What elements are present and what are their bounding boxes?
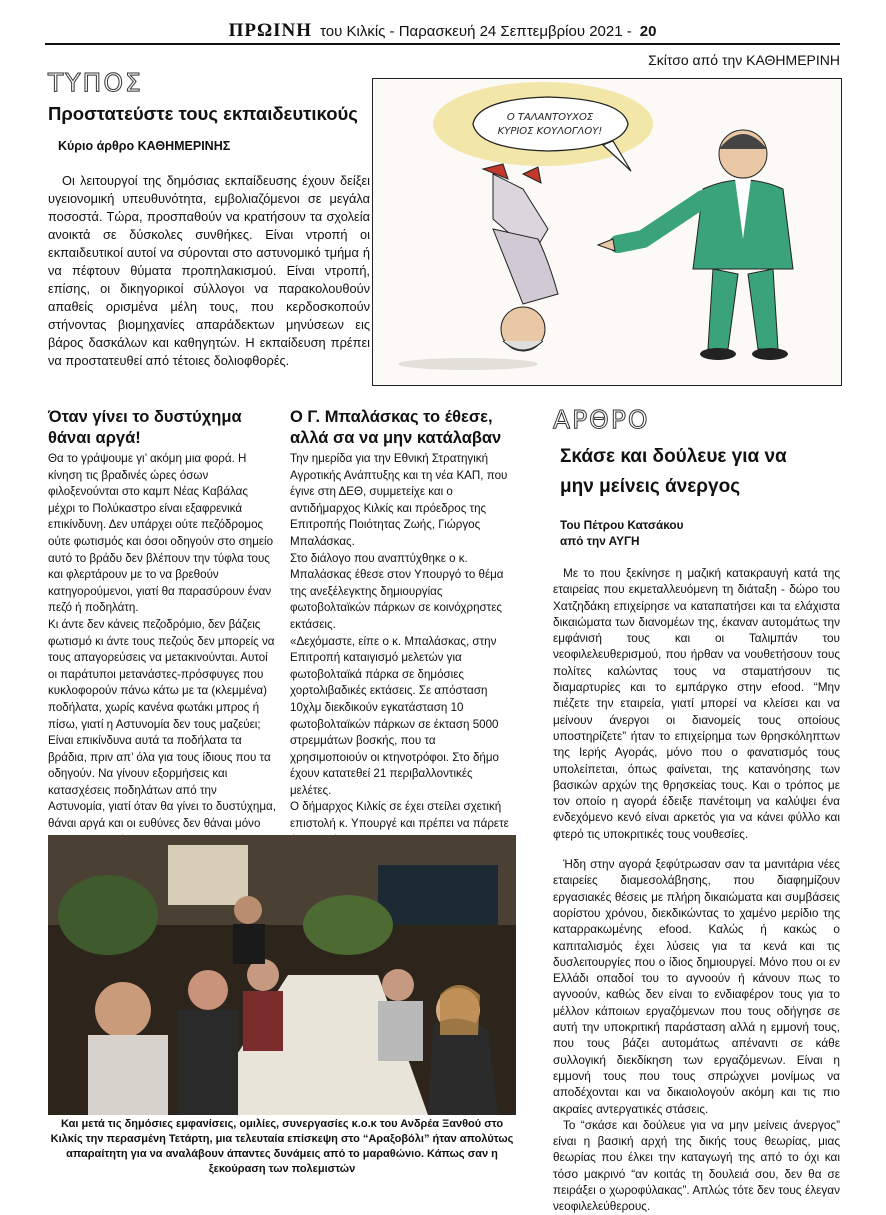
masthead-dateline: του Κιλκίς - Παρασκευή 24 Σεπτεμβρίου 2021 - — [320, 22, 632, 40]
masthead — [45, 20, 840, 42]
editorial-body: Οι λειτουργοί της δημόσιας εκπαίδευσης έχουν δείξει υγειονομική υπευθυνότητα, εμβολιαζόμενοι σε μεγάλα ποσοστά. Τώρα, προσπαθούν να κρατήσουν τα σχολεία ανοικτά σε δύσκολες συνθήκες. Είναι ντροπή οι εκπαιδευτικοί αυτοί να σύρονται στο αστυνομικό τμήμα ή να πέφτουν θύματα προπηλακισμού. Είναι ντροπή, επίσης, οι δικηγορικοί σύλλογοι να παρακολουθούν απαθείς ορισμένα μέλη τους, που κερδοσκοπούν στήνοντας βιομηχανίες απαράδεκτων μηνύσεων εις βάρος δασκάλων και καθηγητών. Η εκπαίδευση πρέπει να προστατευθεί από τέτοιες δολιοφθορές. — [48, 173, 370, 368]
article-body — [553, 565, 840, 1215]
column1-paragraph: Θα το γράψουμε γι’ ακόμη μια φορά. Η κίνηση τις βραδινές ώρες όσων φιλοξενούνται στο καμπ Νέας Καβάλας μέχρι το Πολύκαστρο είναι εξαφρενικά επικίνδυνη. Δεν υπάρχει ούτε πεζόδρομος ούτε φωτισμός και όσοι οδηγούν στο σημείο αυτό το βράδυ δεν βλέπουν την τύφλα τους και φλερτάρουν με το να βρεθούν κατηγορούμενοι, γιατί θα παρασύρουν έναν πεζό ή ποδηλάτη. — [48, 452, 274, 615]
dinner-photo-drawing — [48, 835, 516, 1115]
article-title: Σκάσε και δούλευε για να μην μείνεις άνεργος — [560, 446, 787, 497]
column2-paragraph: «Δεχόμαστε, είπε ο κ. Μπαλάσκας, στην Επιτροπή καταιγισμό μελετών για φωτοβολταϊκά πάρκα σε δημόσιες χορτολιβαδικές εκτάσεις. Σε απόσταση 10χλμ διεκδικούν εγκατάσταση 10 φωτοβολταϊκών πάρκων σε έκταση 5000 στρεμμάτων βοσκής, που τα χρησιμοποιούν οι κτηνοτρόφοι. Στο δήμο έχουν κατατεθεί 21 περιβαλλοντικές μελέτες. — [290, 634, 499, 797]
column1-title: Όταν γίνει το δυστύχημα θάναι αργά! — [48, 408, 242, 447]
speech-bubble-line2: ΚΥΡΙΟΣ ΚΟΥΛΟΓΛΟΥ! — [497, 126, 603, 137]
editorial-title: Προστατεύστε τους εκπαιδευτικούς — [48, 103, 358, 124]
article-paragraph: Με το που ξεκίνησε η μαζική κατακραυγή κατά της εταιρείας που εκμεταλλευόμενη τη διάταξη - δώρο του Χατζηδάκη επιχείρησε να καταπατήσει και τα ελάχιστα δικαιώματα των διανομέων της, έκαναν αυτομάτως την εμφάνισή τους και οι Ταλιμπάν του νεοφιλελευθερισμού, που ήρθαν να νουθετήσουν τους πολίτες καλώντας τους να σταματήσουν τις διαμαρτυρίες και το εμπάργκο στην efood. “Μην πιέζετε την εταιρεία, γιατί μπορεί να κλείσει και να μείνουν άνεργοι οι διανομείς τους οποίους υποστηρίζετε” ήταν το επιχείρημα των θρησκόληπτων της Ιερής Αγοράς, μόνο που ο φανατισμός τους υπολείπεται, όπως φαίνεται, της κατανόησης των βασικών αρχών της θρησκείας τους. Και ο τρόπος με τον οποίο η αγορά έδειξε πανέτοιμη να καλύψει ένα ενδεχόμενο κενό είναι αρκετός για να κάνει φύλλο και φτερό τις υποκριτικές τους νουθεσίες. — [553, 566, 840, 841]
editorial-source: Κύριο άρθρο ΚΑΘΗΜΕΡΙΝΗΣ — [58, 139, 231, 153]
column2-paragraph: Την ημερίδα για την Εθνική Στρατηγική Αγροτικής Ανάπτυξης και τη νέα ΚΑΠ, που έγινε στη ΔΕΘ, συμμετείχε και ο αντιδήμαρχος Κιλκίς και πρόεδρος της Επιτροπής Ποιότητας Ζωής, Γιώργος Μπαλάσκας. — [290, 452, 508, 548]
cartoon-drawing — [373, 79, 841, 385]
article-paragraph: Ήδη στην αγορά ξεφύτρωσαν σαν τα μανιτάρια νέες εταιρείες διαμεσολάβησης, που διαφημίζουν εργασιακές θέσεις με πλήρη δικαιώματα και συμβάσεις αορίστου χρόνου, διεκδικώντας το χαμένο μερίδιο της καταρρακωμένης efood. Καλώς ή κακώς ο καπιταλισμός έχει λύσεις για τα κενά και τις δυσλειτουργίες που ο ίδιος δημιουργεί. Μόνο που οι εν Ελλάδι οπαδοί του το αγνοούν ή κάνουν πως το αγνοούν, καθώς δεν είναι το ενδιαφέρον τους για το μέλλον κάποιων εργαζόμενων που τους οδήγησε σε αυτή την υποκριτική παράσταση αλλά η εμμονή τους, που τους βάζει αυτομάτως απέναντι σε κάθε συλλογική διεκδίκηση των εργαζόμενων. Είναι η εμμονή τους που τους σπρώχνει μονίμως να αποδέχονται και να δικαιολογούν ακόμη και τις πιο ακραίες αντεργατικές στάσεις. — [553, 857, 840, 1116]
cartoon-image — [372, 78, 842, 386]
sketch-credit: Σκίτσο από την ΚΑΘΗΜΕΡΙΝΗ — [648, 52, 840, 68]
column2-title: Ο Γ. Μπαλάσκας το έθεσε, αλλά σα να μην κατάλαβαν — [290, 408, 502, 447]
section-label-arthro: ΑΡΘΡΟ — [553, 405, 650, 434]
speech-bubble-line1: Ο ΤΑΛΑΝΤΟΥΧΟΣ — [506, 112, 594, 123]
column2-paragraph: Ο δήμαρχος Κιλκίς σε έχει στείλει σχετική επιστολή κ. Υπουργέ και πρέπει να πάρετε — [290, 800, 509, 831]
column1-paragraph: Κι άντε δεν κάνεις πεζοδρόμιο, δεν βάζεις φωτισμό κι άντε τους πεζούς δεν μπορείς να τους απαγορεύσεις να μετακινούνται. Αυτοί οι παράτυποι μετανάστες-πρόσφυγες που κυκλοφορούν πάνω κάτω με τα (κλεμμένα) ποδήλατα, χωρίς κανένα φωτάκι μπρος ή πίσω, γιατί η Αστυνομία δεν τους μαζεύει; Είναι επικίνδυνα αυτά τα ποδήλατα τα βράδια, πριν απ’ όλα για τους ίδιους που τα οδηγούν. Να γίνουν εξορμήσεις και κατασχέσεις ποδηλάτων από την Αστυνομία, γιατί όταν θα γίνει το δυστύχημα, θάναι αργά και οι ευθύνες δεν θάναι μόνο — [48, 617, 276, 831]
page-number: 20 — [639, 22, 657, 40]
section-label-typos: ΤΥΠΟΣ — [48, 68, 143, 97]
article-byline — [560, 517, 820, 549]
column2-body — [290, 451, 512, 899]
column2-paragraph: Στο διάλογο που αναπτύχθηκε ο κ. Μπαλάσκας έθεσε στον Υπουργό το θέμα της ανεξέλεγκτης δημιουργίας φωτοβολταϊκών πάρκων σε κοινόχρηστες εκτάσεις. — [290, 551, 504, 631]
column1-body — [48, 451, 276, 849]
newspaper-name: ΠΡΩΙΝΗ — [228, 20, 313, 41]
dinner-photo — [48, 835, 516, 1115]
masthead-rule — [45, 43, 840, 45]
article-source: από την ΑΥΓΗ — [560, 534, 640, 548]
article-author: Του Πέτρου Κατσάκου — [560, 518, 684, 532]
photo-caption: Και μετά τις δημόσιες εμφανίσεις, ομιλίες, συνεργασίες κ.ο.κ του Ανδρέα Ξανθού στο Κιλκίς την περασμένη Τετάρτη, μια τελευταία επίσκεψη στο “Αραξοβόλι” ήταν απολύτως απαραίτητη για να αναλάβουν άπαντες δυνάμεις από το μαραθώνιο. Κάπως σαν η ξεκούραση των πολεμιστών — [50, 1118, 514, 1175]
article-paragraph: Το “σκάσε και δούλευε για να μην μείνεις άνεργος” είναι η βασική αρχή της δικής τους θεωρίας, μιας θεωρίας που έλκει την καταγωγή της από το όχι και τόσο μακρινό “αν κοιτάς τη δουλειά σου, δεν θα σε πειράξει ο χωροφύλακας”. Απλώς τότε δεν τους έλεγαν νεοφιλελεύθερους. — [553, 1117, 840, 1214]
